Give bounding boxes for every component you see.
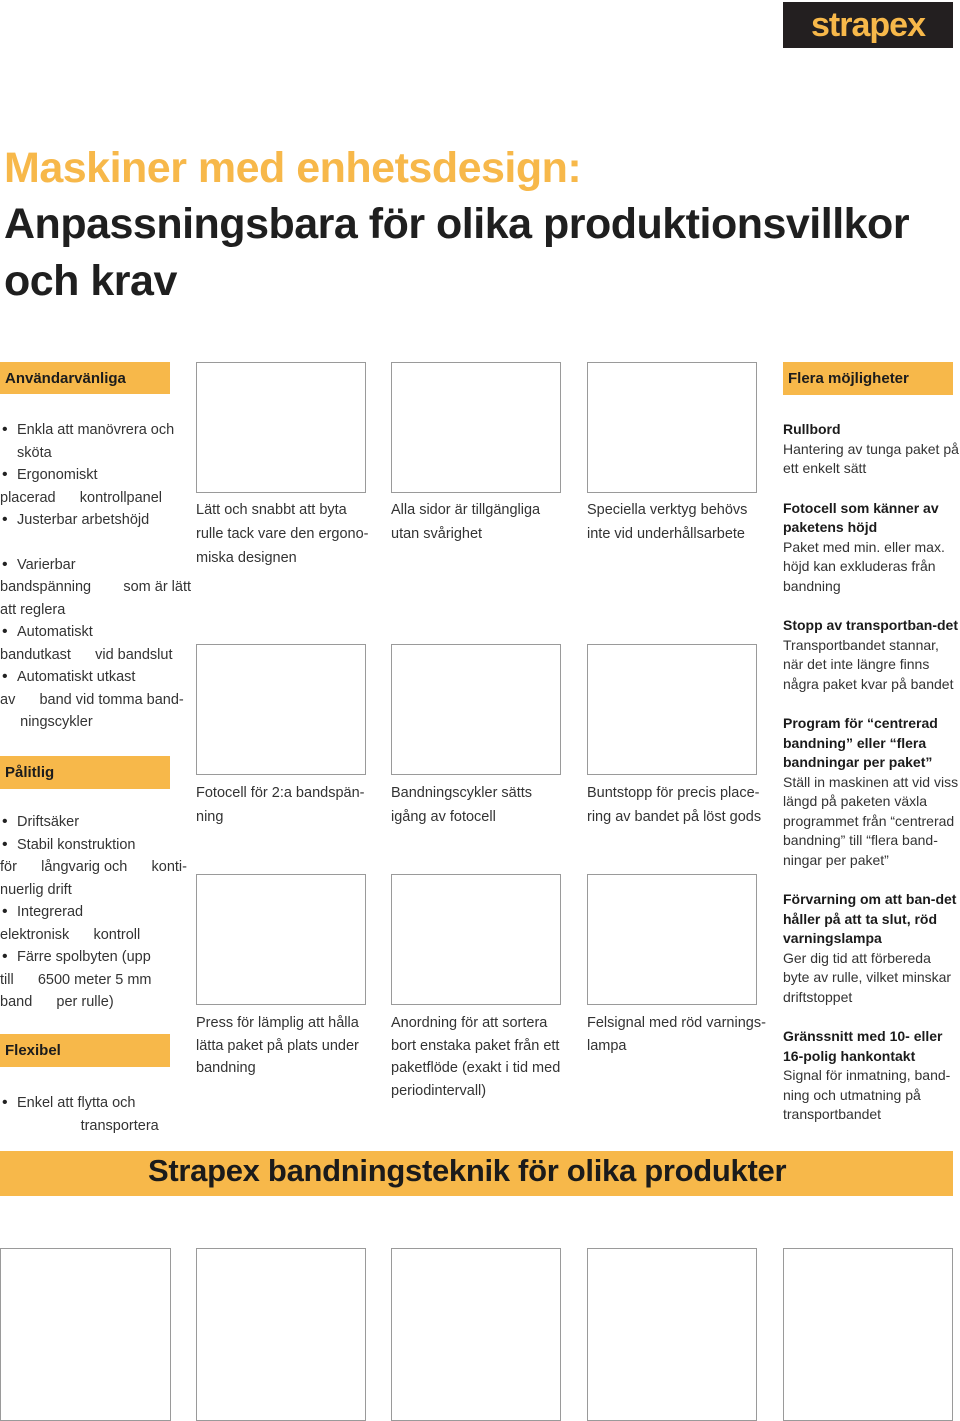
list-item-cont: bandspänning som är lätt	[0, 579, 192, 595]
photo-frame	[196, 1248, 366, 1421]
caption: Bandningscykler sätts igång av fotocell	[391, 785, 533, 825]
photo-frame	[587, 644, 757, 775]
option-text: Paket med min. eller max. höjd kan exkluderas från bandning	[783, 538, 945, 594]
option-text: Ger dig tid att förbereda byte av rulle, vilket minskar driftstoppet	[783, 949, 952, 1005]
caption: Speciella verktyg behövs inte vid underhållsarbete	[587, 502, 748, 542]
caption: Press för lämplig att hålla lätta paket på plats under bandning	[196, 1015, 359, 1076]
option-title: Gränssnitt med 10- eller 16-polig hankontakt	[783, 1028, 943, 1064]
photo-frame	[391, 1248, 561, 1421]
option-item	[783, 890, 960, 1007]
list-item-cont: bandutkast vid bandslut	[0, 646, 173, 663]
list-item-cont: placerad kontrollpanel	[0, 489, 163, 506]
list-item-cont: att reglera	[0, 601, 66, 618]
option-title: Rullbord	[783, 421, 841, 437]
photo-frame	[196, 644, 366, 775]
photo-frame	[783, 1248, 953, 1421]
list-item-cont: nuerlig drift	[0, 881, 72, 898]
caption: Felsignal med röd varnings- lampa	[587, 1015, 766, 1054]
section-heading-flexibel: Flexibel	[0, 1034, 170, 1067]
list-item-cont: transportera	[0, 1117, 159, 1134]
photo-frame	[391, 874, 561, 1005]
photo-frame	[391, 644, 561, 775]
photo-frame	[391, 362, 561, 493]
photo-frame	[587, 362, 757, 493]
list-item: • Automatiskt utkast	[0, 666, 180, 689]
option-text: Transportbandet stannar, när det inte längre finns några paket kvar på bandet	[783, 636, 954, 692]
options-list	[783, 420, 960, 1145]
list-item-cont: av band vid tomma band-	[0, 691, 184, 708]
strapex-logo: strapex	[783, 2, 953, 48]
list-item: • Varierbar	[0, 554, 180, 577]
list-item: • Enkla att manövrera och	[0, 419, 180, 442]
photo-frame	[0, 1248, 171, 1421]
option-text: Signal för inmatning, band-ning och utmatning på transportbandet	[783, 1067, 951, 1122]
page-title-line2: Anpassningsbara för olika produktionsvillkor och krav	[4, 200, 910, 305]
list-item: • Integrerad	[0, 901, 180, 924]
list-item-cont: sköta	[17, 444, 52, 461]
page-title-line1: Maskiner med enhetsdesign:	[4, 144, 582, 192]
list-item-cont: elektronisk kontroll	[0, 926, 141, 943]
caption: Alla sidor är tillgängliga utan svårighet	[391, 502, 541, 542]
list-item: • Ergonomiskt	[0, 464, 180, 487]
list-item: • Färre spolbyten (upp	[0, 946, 180, 969]
option-item	[783, 616, 960, 694]
photo-frame	[587, 874, 757, 1005]
option-text: Hantering av tunga paket på ett enkelt sätt	[783, 440, 959, 476]
option-text: Ställ in maskinen att vid viss längd på paketen växla programmet från “centrerad bandning” till “flera band-ningar per paket”	[783, 773, 959, 868]
caption: Lätt och snabbt att byta rulle tack vare den ergono- miska designen	[196, 502, 369, 566]
list-item: • Justerbar arbetshöjd	[0, 509, 180, 532]
option-title: Stopp av transportban-det	[783, 617, 959, 633]
list-anvandarvanliga	[0, 419, 192, 734]
list-item: • Automatiskt	[0, 621, 180, 644]
caption: Buntstopp för precis place- ring av bandet på löst gods	[587, 785, 762, 825]
bottom-title: Strapex bandningsteknik för olika produkter	[148, 1153, 787, 1188]
list-flexibel	[0, 1092, 180, 1137]
section-heading-anvandarvanliga: Användarvänliga	[0, 362, 170, 394]
list-palitlig	[0, 811, 187, 1014]
option-item	[783, 1027, 960, 1125]
option-title: Förvarning om att ban-det håller på att ta slut, röd varningslampa	[783, 891, 957, 946]
list-item-cont: för långvarig och konti-	[0, 859, 187, 875]
list-item-cont: band per rulle)	[0, 994, 114, 1010]
list-item: • Stabil konstruktion	[0, 834, 180, 857]
list-item: • Enkel att flytta och	[0, 1092, 180, 1115]
option-title: Program för “centrerad bandning” eller “flera bandningar per paket”	[783, 715, 938, 770]
section-heading-flera-mojligheter: Flera möjligheter	[783, 362, 953, 395]
option-title: Fotocell som känner av paketens höjd	[783, 499, 939, 535]
caption: Fotocell för 2:a bandspän- ning	[196, 785, 365, 825]
option-item	[783, 714, 960, 870]
option-item	[783, 420, 960, 479]
photo-frame	[587, 1248, 757, 1421]
photo-frame	[196, 874, 366, 1005]
photo-frame	[196, 362, 366, 493]
list-item-cont: ningscykler	[0, 714, 93, 730]
list-item: • Driftsäker	[0, 811, 180, 834]
caption: Anordning för att sortera bort enstaka paket från ett paketflöde (exakt i tid med periodintervall)	[391, 1015, 561, 1099]
section-heading-palitlig: Pålitlig	[0, 756, 170, 789]
list-item-cont: till 6500 meter 5 mm	[0, 971, 152, 988]
option-item	[783, 499, 960, 597]
